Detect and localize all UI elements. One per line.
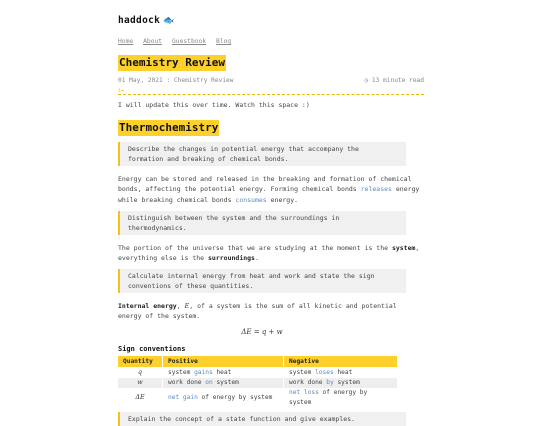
term-surroundings: surroundings — [208, 253, 255, 262]
brand-name[interactable]: haddock — [118, 15, 161, 26]
sign-conventions-heading: Sign conventions — [118, 344, 186, 353]
objective-box-3: Calculate internal energy from heat and work and state the sign conventions of these quantities. — [118, 269, 406, 293]
divider — [118, 88, 424, 95]
fish-scribble-icon: ≀→ — [118, 86, 124, 94]
meta-separator: : — [166, 77, 171, 85]
col-negative: Negative — [284, 356, 398, 368]
col-positive: Positive — [163, 356, 284, 368]
term-internal-energy: Internal energy — [118, 301, 177, 310]
clock-icon: ◷ — [364, 77, 369, 85]
page-content — [118, 0, 424, 426]
post-meta — [118, 76, 424, 86]
objective-box-2: Distinguish between the system and the surroundings in thermodynamics. — [118, 211, 406, 235]
objective-box-4: Explain the concept of a state function and give examples. — [118, 412, 406, 426]
site-brand[interactable] — [118, 14, 424, 28]
table-row: ΔE net gain of energy by system net loss of energy by system — [118, 388, 398, 407]
table-row: w work done on system work done by system — [118, 378, 398, 389]
paragraph-system: The portion of the universe that we are studying at the moment is the system, everything else is the surroundings. — [118, 243, 420, 262]
nav-blog[interactable]: Blog — [216, 38, 232, 45]
post-category[interactable]: Chemistry Review — [173, 77, 234, 85]
term-system: system — [391, 243, 416, 252]
post-intro: I will update this over time. Watch this space :) — [118, 100, 310, 109]
post-title: Chemistry Review — [118, 55, 226, 71]
table-row: q system gains heat system loses heat — [118, 367, 398, 378]
paragraph-internal-energy: Internal energy, E, of a system is the sum of all kinetic and potential energy of the system. — [118, 301, 397, 321]
objective-box-1: Describe the changes in potential energy that accompany the formation and breaking of chemical bonds. — [118, 142, 406, 166]
term-consumes: consumes — [235, 195, 267, 204]
nav-about[interactable]: About — [143, 38, 163, 45]
section-heading: Thermochemistry — [118, 120, 219, 136]
term-releases: releases — [360, 185, 392, 194]
symbol-e: E — [184, 301, 190, 310]
paragraph-bonds: Energy can be stored and released in the breaking and formation of chemical bonds, affecting the potential energy. Forming chemical bonds releases energy while breaking chemical bonds consumes energy. — [118, 175, 420, 204]
fish-icon: 🐟 — [163, 16, 175, 26]
nav-guestbook[interactable]: Guestbook — [171, 38, 207, 45]
equation: ΔE = q + w — [241, 328, 283, 337]
nav-home[interactable]: Home — [118, 38, 134, 45]
sign-table — [118, 356, 398, 408]
post-date: 01 May, 2021 — [118, 77, 163, 85]
read-time: 13 minute read — [371, 77, 424, 85]
col-quantity: Quantity — [118, 356, 163, 368]
main-nav — [118, 36, 424, 46]
